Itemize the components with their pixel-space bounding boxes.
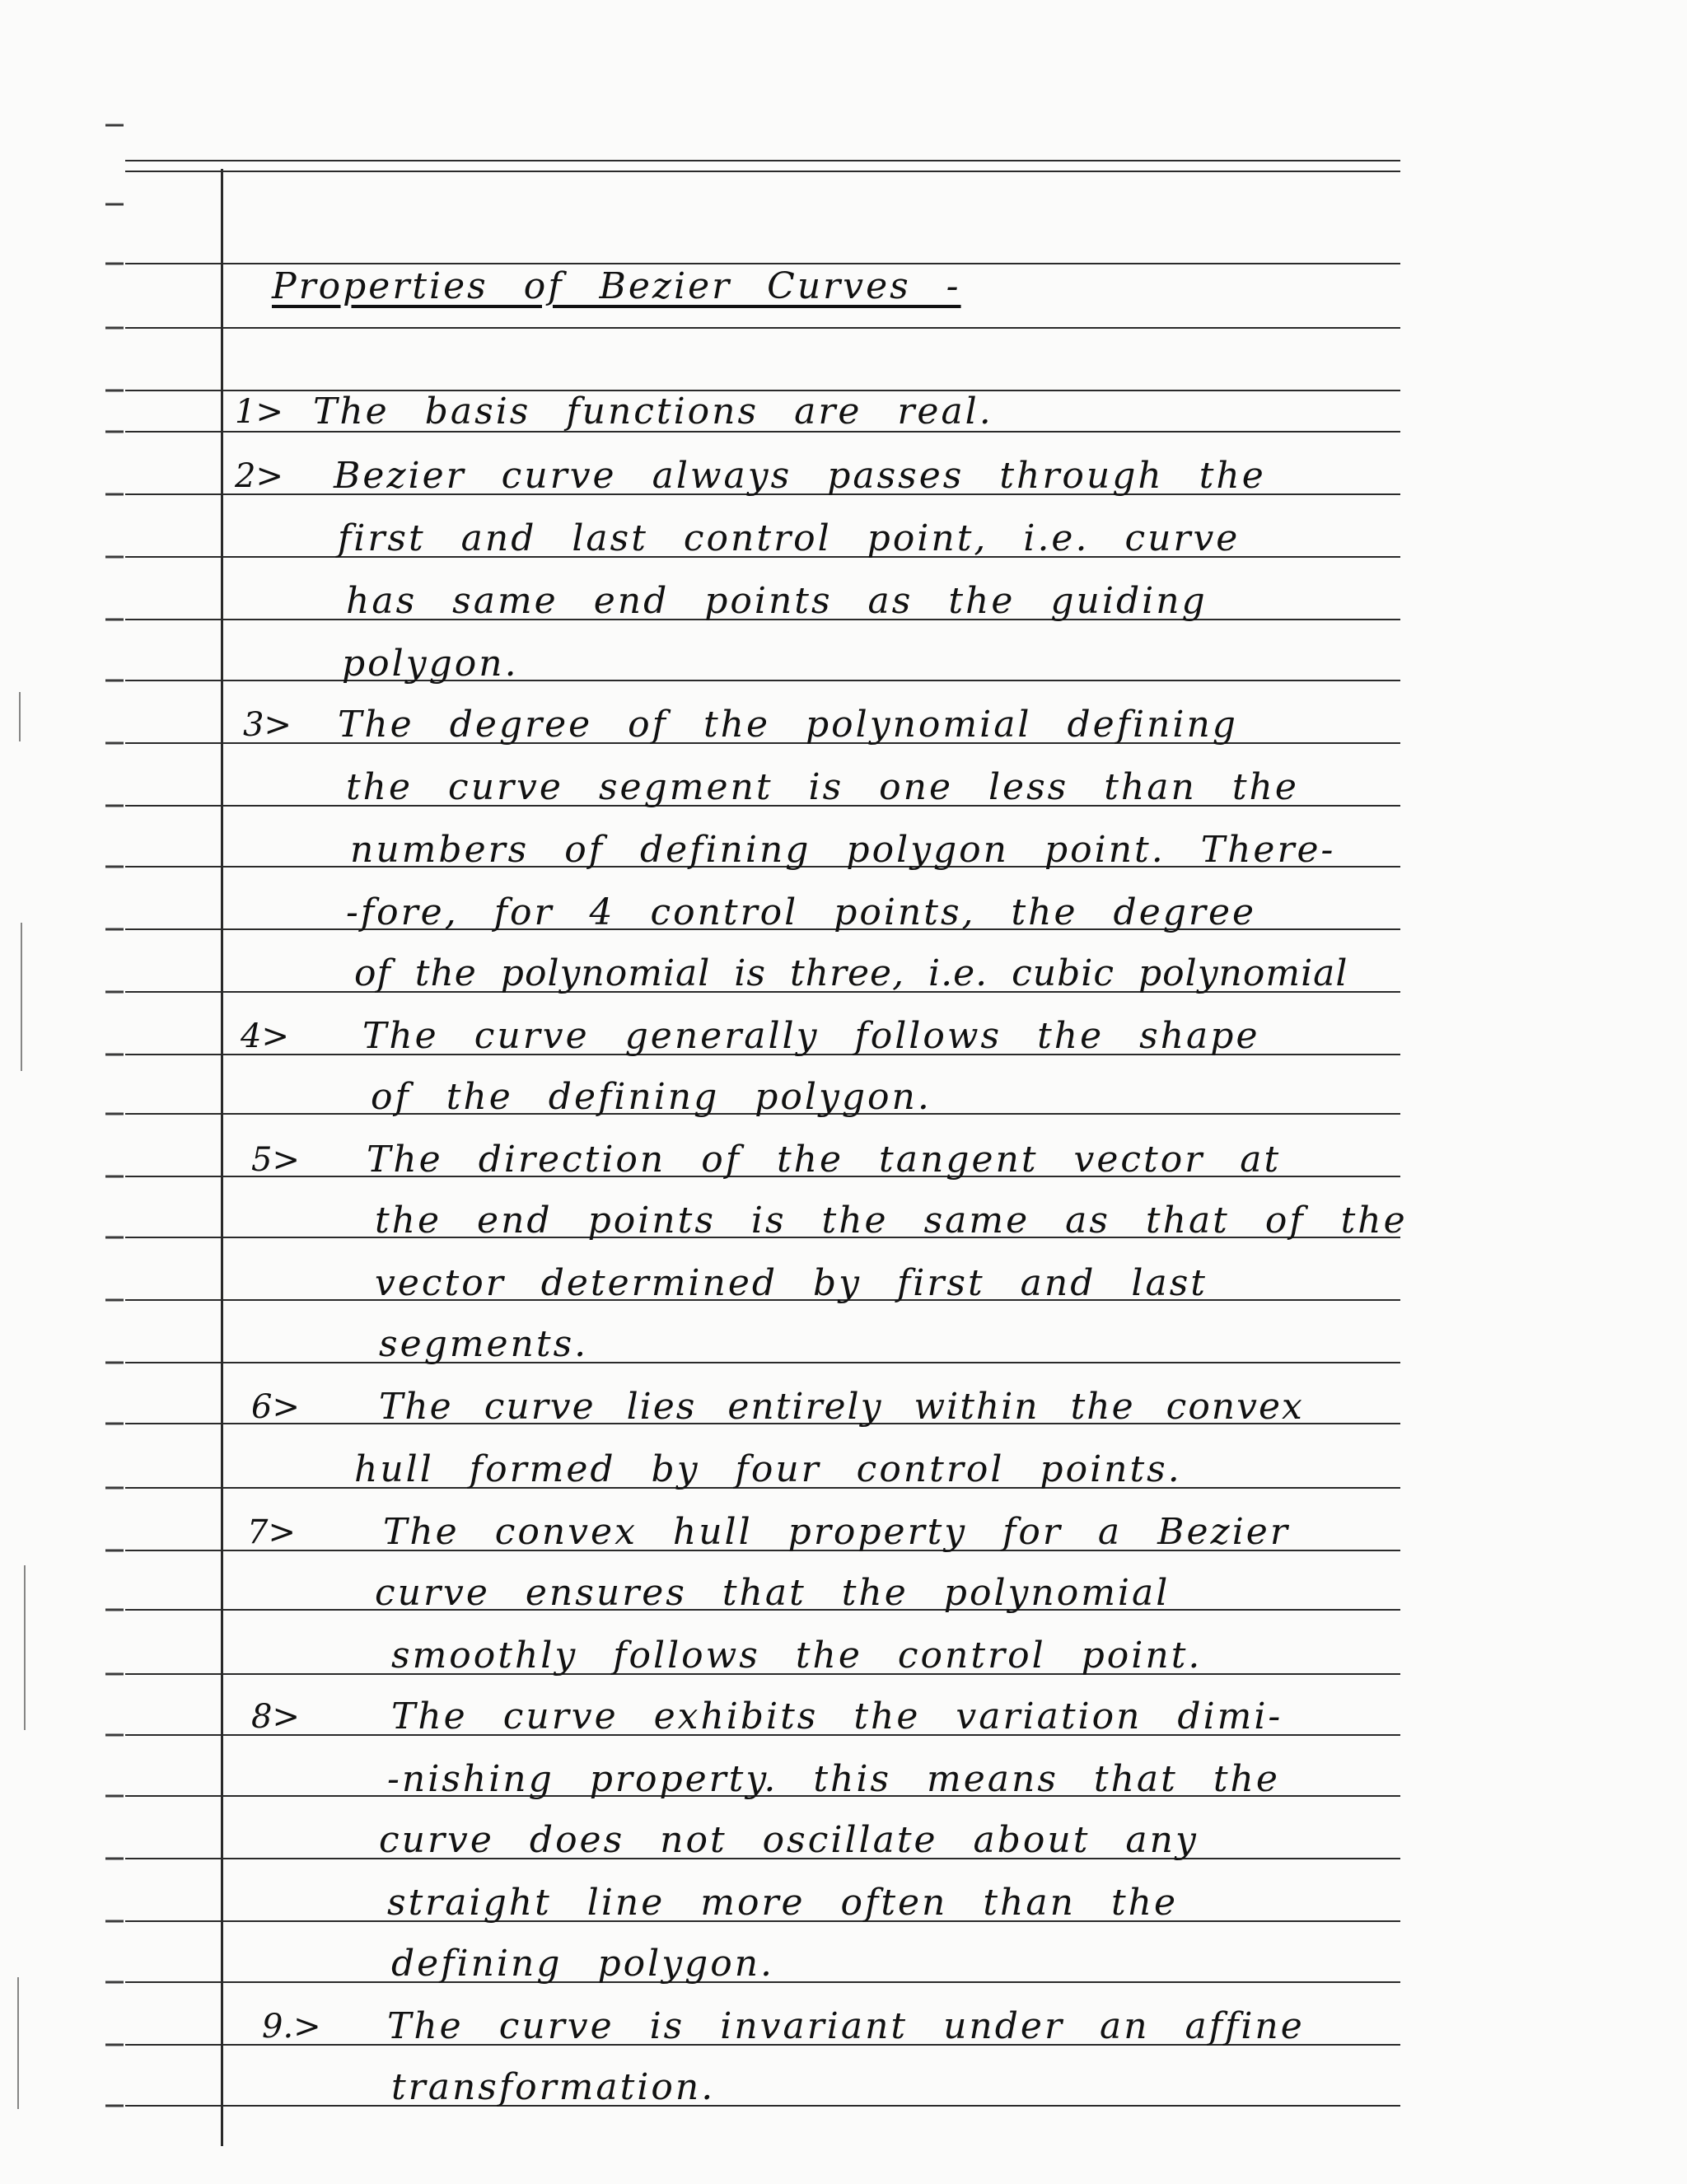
page-title: Properties of Bezier Curves - <box>272 265 961 307</box>
item-line: curve ensures that the polynomial <box>375 1572 1171 1614</box>
item-line: The curve generally follows the shape <box>362 1015 1260 1057</box>
item-line: vector determined by first and last <box>375 1262 1208 1304</box>
item-number: 5> <box>251 1141 300 1179</box>
item-line: of the polynomial is three, i.e. cubic polynomial <box>354 952 1348 994</box>
item-line: the end points is the same as that of the <box>375 1200 1408 1242</box>
item-line: The convex hull property for a Bezier <box>383 1511 1290 1553</box>
item-line: defining polygon. <box>391 1943 775 1985</box>
item-number: 6> <box>251 1388 300 1426</box>
item-line: Bezier curve always passes through the <box>334 455 1266 497</box>
item-line: The basis functions are real. <box>313 391 993 433</box>
item-number: 7> <box>247 1513 296 1551</box>
item-line: smoothly follows the control point. <box>391 1634 1203 1677</box>
item-number: 2> <box>235 457 283 495</box>
item-number: 1> <box>235 393 283 431</box>
item-line: transformation. <box>391 2066 716 2108</box>
item-line: has same end points as the guiding <box>346 580 1208 622</box>
item-line: The degree of the polynomial defining <box>338 704 1238 746</box>
item-number: 8> <box>251 1698 300 1736</box>
item-line: hull formed by four control points. <box>354 1448 1182 1490</box>
item-line: the curve segment is one less than the <box>346 766 1299 808</box>
item-number: 9.> <box>262 2008 321 2046</box>
item-line: -nishing property. this means that the <box>387 1758 1280 1800</box>
item-line: curve does not oscillate about any <box>379 1819 1199 1861</box>
item-line: The curve lies entirely within the convex <box>379 1386 1304 1428</box>
item-number: 4> <box>241 1017 289 1055</box>
item-line: straight line more often than the <box>387 1882 1179 1924</box>
item-line: first and last control point, i.e. curve <box>338 517 1241 559</box>
item-line: polygon. <box>342 643 519 685</box>
item-line: segments. <box>379 1323 589 1365</box>
item-line: of the defining polygon. <box>371 1076 932 1118</box>
item-line: -fore, for 4 control points, the degree <box>346 891 1257 933</box>
item-line: The curve is invariant under an affine <box>387 2005 1305 2047</box>
item-number: 3> <box>243 706 292 744</box>
item-line: The direction of the tangent vector at <box>367 1139 1282 1181</box>
item-line: The curve exhibits the variation dimi- <box>391 1695 1283 1737</box>
item-line: numbers of defining polygon point. There- <box>350 829 1336 871</box>
